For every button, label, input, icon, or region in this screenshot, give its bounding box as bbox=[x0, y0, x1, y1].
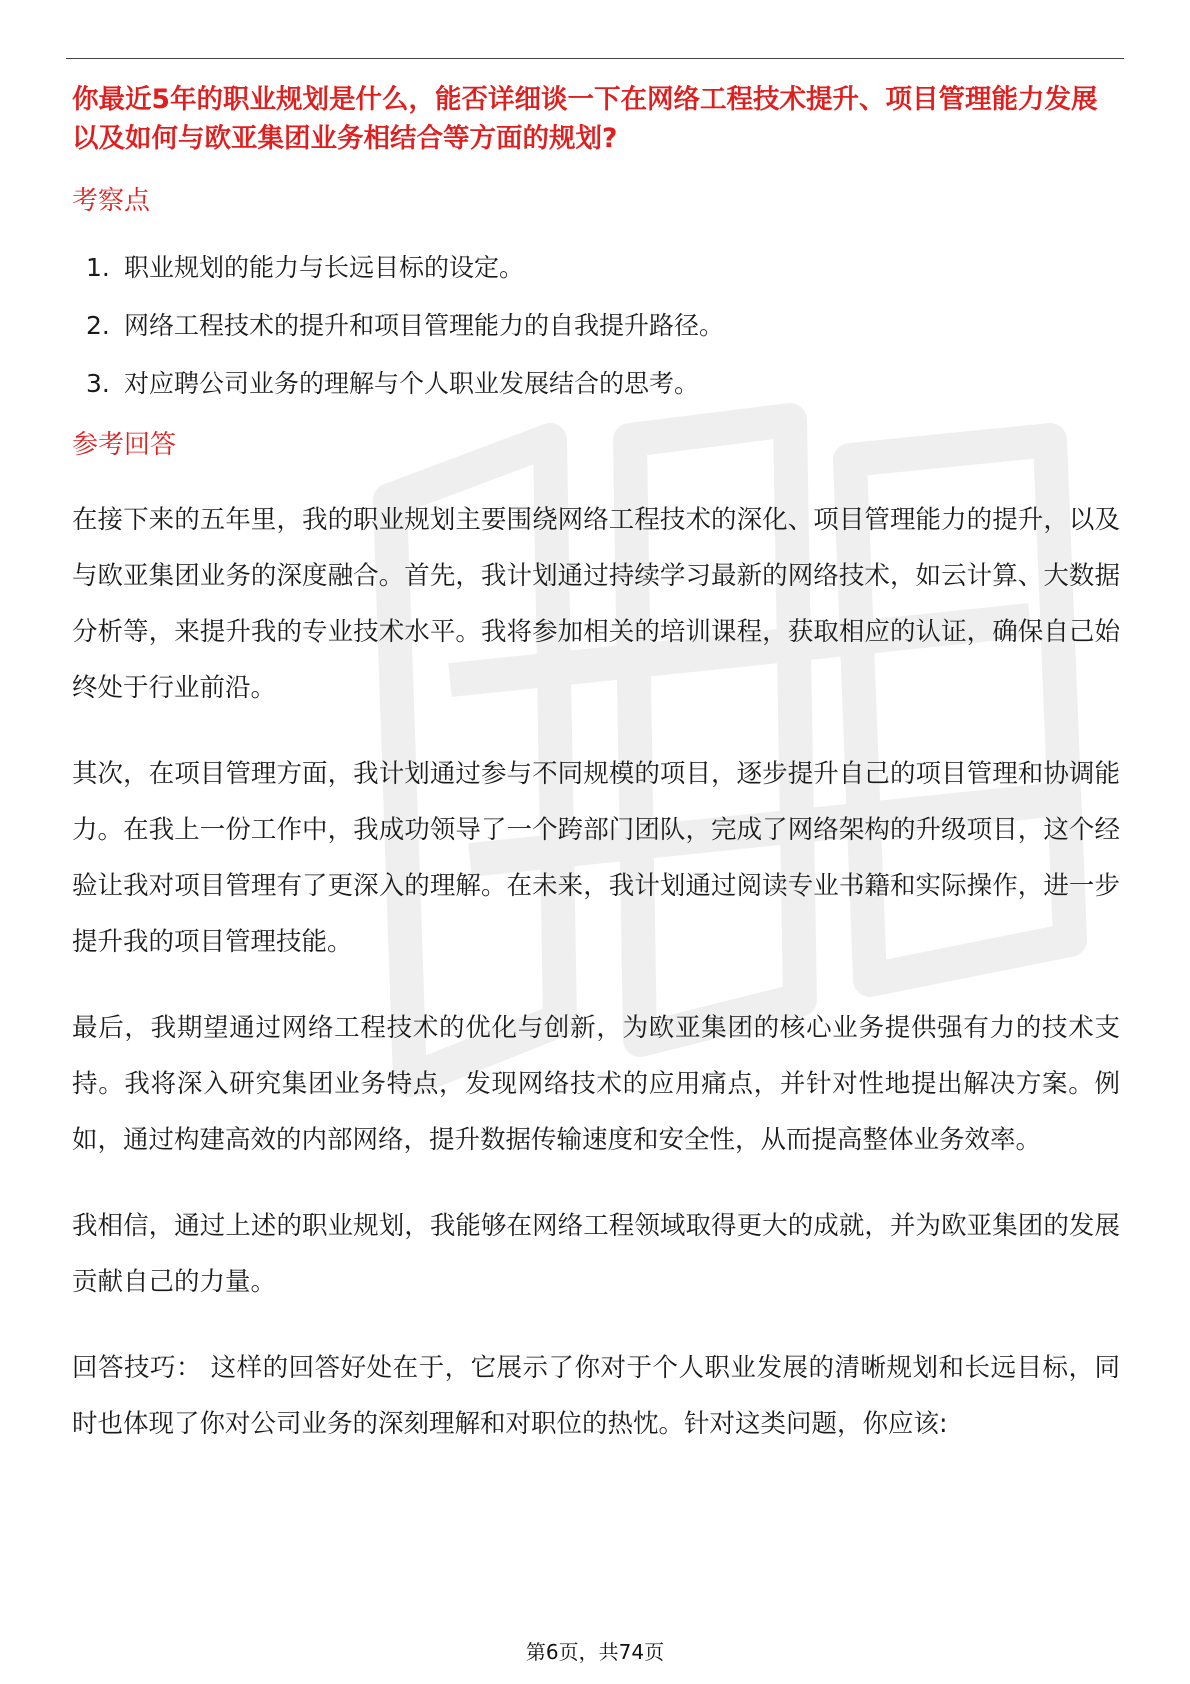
list-item bbox=[72, 250, 1120, 286]
interview-question: 你最近5年的职业规划是什么，能否详细谈一下在网络工程技术提升、项目管理能力发展以及如何与欧亚集团业务相结合等方面的规划? bbox=[72, 84, 1098, 154]
answer-paragraph: 我相信，通过上述的职业规划，我能够在网络工程领域取得更大的成就，并为欧亚集团的发展贡献自己的力量。 bbox=[72, 1211, 1120, 1297]
kaocha-heading: 考察点 bbox=[72, 186, 151, 216]
list-item-number: 3. bbox=[86, 369, 110, 398]
top-divider bbox=[66, 58, 1124, 59]
list-item-text: 对应聘公司业务的理解与个人职业发展结合的思考。 bbox=[124, 369, 700, 398]
list-item bbox=[72, 366, 1120, 402]
answer-paragraph: 在接下来的五年里，我的职业规划主要围绕网络工程技术的深化、项目管理能力的提升，以及与欧亚集团业务的深度融合。首先，我计划通过持续学习最新的网络技术，如云计算、大数据分析等，来提升我的专业技术水平。我将参加相关的培训课程，获取相应的认证，确保自己始终处于行业前沿。 bbox=[72, 505, 1120, 703]
cankao-heading: 参考回答 bbox=[72, 430, 177, 460]
list-item bbox=[72, 308, 1120, 344]
list-item-text: 职业规划的能力与长远目标的设定。 bbox=[124, 253, 525, 282]
page-number: 第6页，共74页 bbox=[525, 1640, 665, 1664]
answer-paragraph: 其次，在项目管理方面，我计划通过参与不同规模的项目，逐步提升自己的项目管理和协调能力。在我上一份工作中，我成功领导了一个跨部门团队，完成了网络架构的升级项目，这个经验让我对项目管理有了更深入的理解。在未来，我计划通过阅读专业书籍和实际操作，进一步提升我的项目管理技能。 bbox=[72, 759, 1120, 957]
document-body bbox=[72, 80, 1120, 1452]
kaocha-list bbox=[72, 250, 1120, 402]
list-item-text: 网络工程技术的提升和项目管理能力的自我提升路径。 bbox=[124, 311, 725, 340]
answer-paragraph: 最后，我期望通过网络工程技术的优化与创新，为欧亚集团的核心业务提供强有力的技术支持。我将深入研究集团业务特点，发现网络技术的应用痛点，并针对性地提出解决方案。例如，通过构建高效的内部网络，提升数据传输速度和安全性，从而提高整体业务效率。 bbox=[72, 1013, 1120, 1155]
list-item-number: 2. bbox=[86, 311, 110, 340]
list-item-number: 1. bbox=[86, 253, 110, 282]
answer-tips-paragraph: 回答技巧： 这样的回答好处在于，它展示了你对于个人职业发展的清晰规划和长远目标，同时也体现了你对公司业务的深刻理解和对职位的热忱。针对这类问题，你应该: bbox=[72, 1353, 1120, 1439]
